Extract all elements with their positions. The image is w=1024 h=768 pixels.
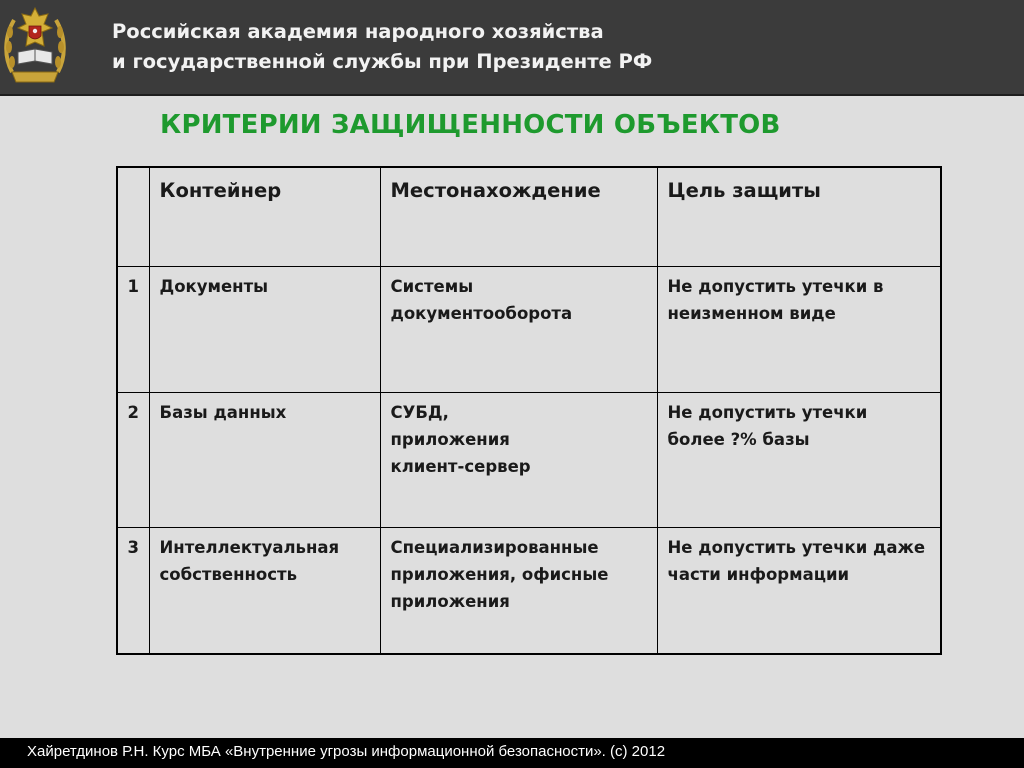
- header-cell-number: [117, 167, 149, 267]
- cell-line: приложения, офисные: [390, 565, 609, 584]
- cell-line: Базы данных: [159, 403, 287, 422]
- header-bar: [0, 0, 1024, 96]
- container-cell: [149, 528, 380, 654]
- slide-title: КРИТЕРИИ ЗАЩИЩЕННОСТИ ОБЪЕКТОВ: [160, 110, 781, 140]
- table-header-row: [117, 167, 941, 267]
- academy-emblem-icon: [4, 2, 66, 88]
- cell-line: части информации: [667, 565, 850, 584]
- academy-name: [112, 17, 652, 77]
- footer-bar: [0, 738, 1024, 768]
- goal-cell: [657, 267, 941, 393]
- criteria-table: [116, 166, 942, 655]
- footer-copyright: Хайретдинов Р.Н. Курс МБА «Внутренние угрозы информационной безопасности». (с) 2012: [27, 743, 666, 760]
- goal-cell: [657, 393, 941, 528]
- row-number: 2: [117, 393, 149, 528]
- cell-line: документооборота: [390, 304, 573, 323]
- cell-line: Документы: [159, 277, 269, 296]
- row-number: 3: [117, 528, 149, 654]
- cell-line: клиент-сервер: [390, 457, 531, 476]
- table-row: [117, 528, 941, 654]
- cell-line: приложения: [390, 430, 510, 449]
- location-cell: [380, 267, 657, 393]
- cell-line: приложения: [390, 592, 510, 611]
- container-cell: [149, 393, 380, 528]
- cell-line: Не допустить утечки: [667, 403, 868, 422]
- header-cell-container: Контейнер: [149, 167, 380, 267]
- container-cell: [149, 267, 380, 393]
- table-row: [117, 393, 941, 528]
- academy-name-line2: и государственной службы при Президенте РФ: [112, 50, 653, 73]
- cell-line: собственность: [159, 565, 298, 584]
- cell-line: Системы: [390, 277, 474, 296]
- table-row: [117, 267, 941, 393]
- header-cell-location: Местонахождение: [380, 167, 657, 267]
- cell-line: СУБД,: [390, 403, 449, 422]
- location-cell: [380, 528, 657, 654]
- header-cell-goal: Цель защиты: [657, 167, 941, 267]
- academy-name-line1: Российская академия народного хозяйства: [112, 20, 604, 43]
- cell-line: Не допустить утечки даже: [667, 538, 926, 557]
- cell-line: Интеллектуальная: [159, 538, 340, 557]
- cell-line: Специализированные: [390, 538, 599, 557]
- goal-cell: [657, 528, 941, 654]
- row-number: 1: [117, 267, 149, 393]
- cell-line: более ?% базы: [667, 430, 810, 449]
- location-cell: [380, 393, 657, 528]
- cell-line: неизменном виде: [667, 304, 836, 323]
- cell-line: Не допустить утечки в: [667, 277, 884, 296]
